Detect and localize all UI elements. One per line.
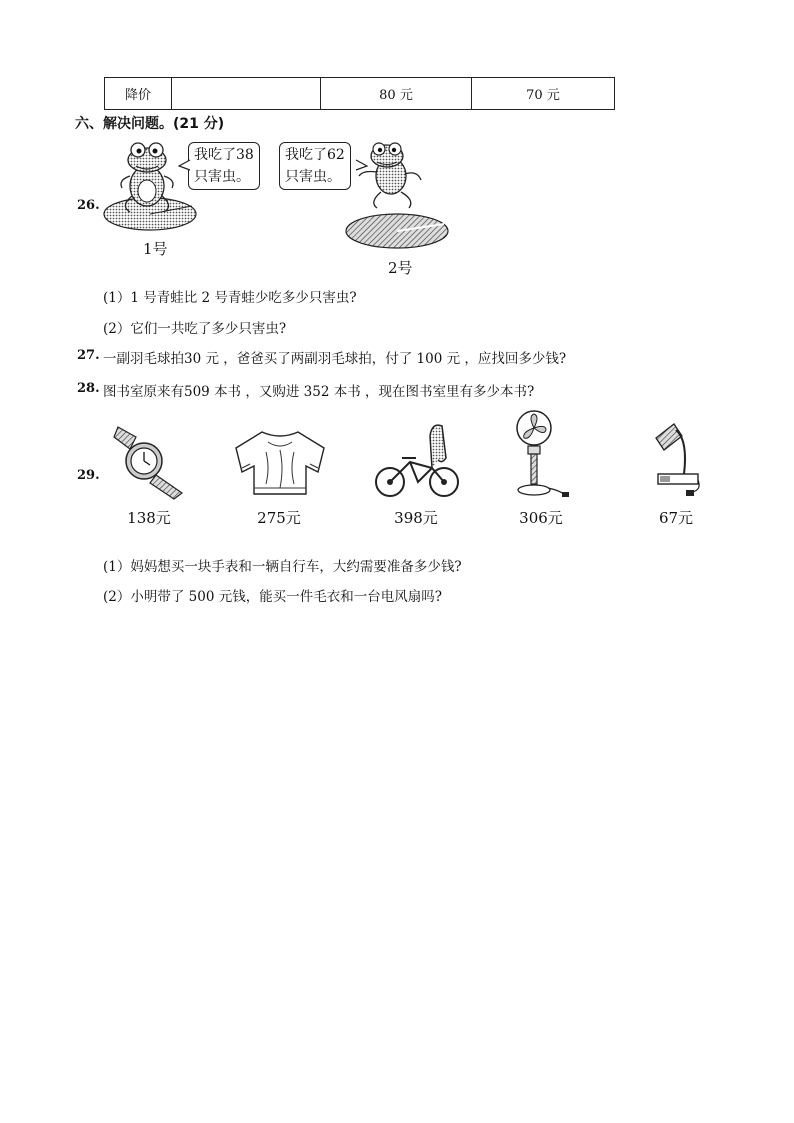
table-cell bbox=[172, 78, 321, 110]
frog-1-icon bbox=[100, 136, 198, 232]
price-label: 306元 bbox=[519, 509, 563, 527]
desk-lamp-icon bbox=[648, 420, 708, 500]
question-number-26: 26. bbox=[77, 198, 100, 213]
table-row bbox=[105, 78, 615, 110]
frog-2-icon bbox=[355, 140, 427, 212]
table-cell: 80 元 bbox=[321, 78, 472, 110]
frog-1-label: 1号 bbox=[143, 240, 168, 258]
q27-text: 一副羽毛球拍30 元 ，爸爸买了两副羽毛球拍，付了 100 元 ，应找回多少钱? bbox=[103, 351, 567, 367]
speech-bubble-frog-2: 我吃了62 只害虫。 bbox=[279, 142, 351, 190]
price-table bbox=[104, 77, 615, 110]
bubble-tail-icon bbox=[178, 158, 192, 172]
question-number-28: 28. bbox=[77, 381, 100, 396]
q29-sub-question-1: (1）妈妈想买一块手表和一辆自行车，大约需要准备多少钱? bbox=[103, 559, 462, 575]
table-row-label: 降价 bbox=[105, 78, 172, 110]
table-cell: 70 元 bbox=[472, 78, 615, 110]
question-number-27: 27. bbox=[77, 348, 100, 363]
q26-sub-question-2: (2）它们一共吃了多少只害虫? bbox=[103, 321, 287, 337]
electric-fan-icon bbox=[508, 408, 572, 500]
price-label: 138元 bbox=[127, 509, 171, 527]
price-label: 398元 bbox=[394, 509, 438, 527]
watch-icon bbox=[112, 423, 186, 501]
price-label: 275元 bbox=[257, 509, 301, 527]
sweater-icon bbox=[232, 428, 328, 498]
q28-text: 图书室原来有509 本书 ，又购进 352 本书 ，现在图书室里有多少本书? bbox=[103, 384, 535, 400]
frog-2-label: 2号 bbox=[388, 259, 413, 277]
lily-pad-icon bbox=[344, 212, 450, 250]
price-label: 67元 bbox=[658, 509, 694, 527]
q26-sub-question-1: (1）1 号青蛙比 2 号青蛙少吃多少只害虫? bbox=[103, 290, 357, 306]
bicycle-icon bbox=[372, 418, 468, 500]
question-number-29: 29. bbox=[77, 468, 100, 483]
speech-bubble-frog-1: 我吃了38 只害虫。 bbox=[188, 142, 260, 190]
q29-sub-question-2: (2）小明带了 500 元钱，能买一件毛衣和一台电风扇吗? bbox=[103, 589, 442, 605]
section-title: 六、解决问题。(21 分) bbox=[75, 116, 225, 132]
